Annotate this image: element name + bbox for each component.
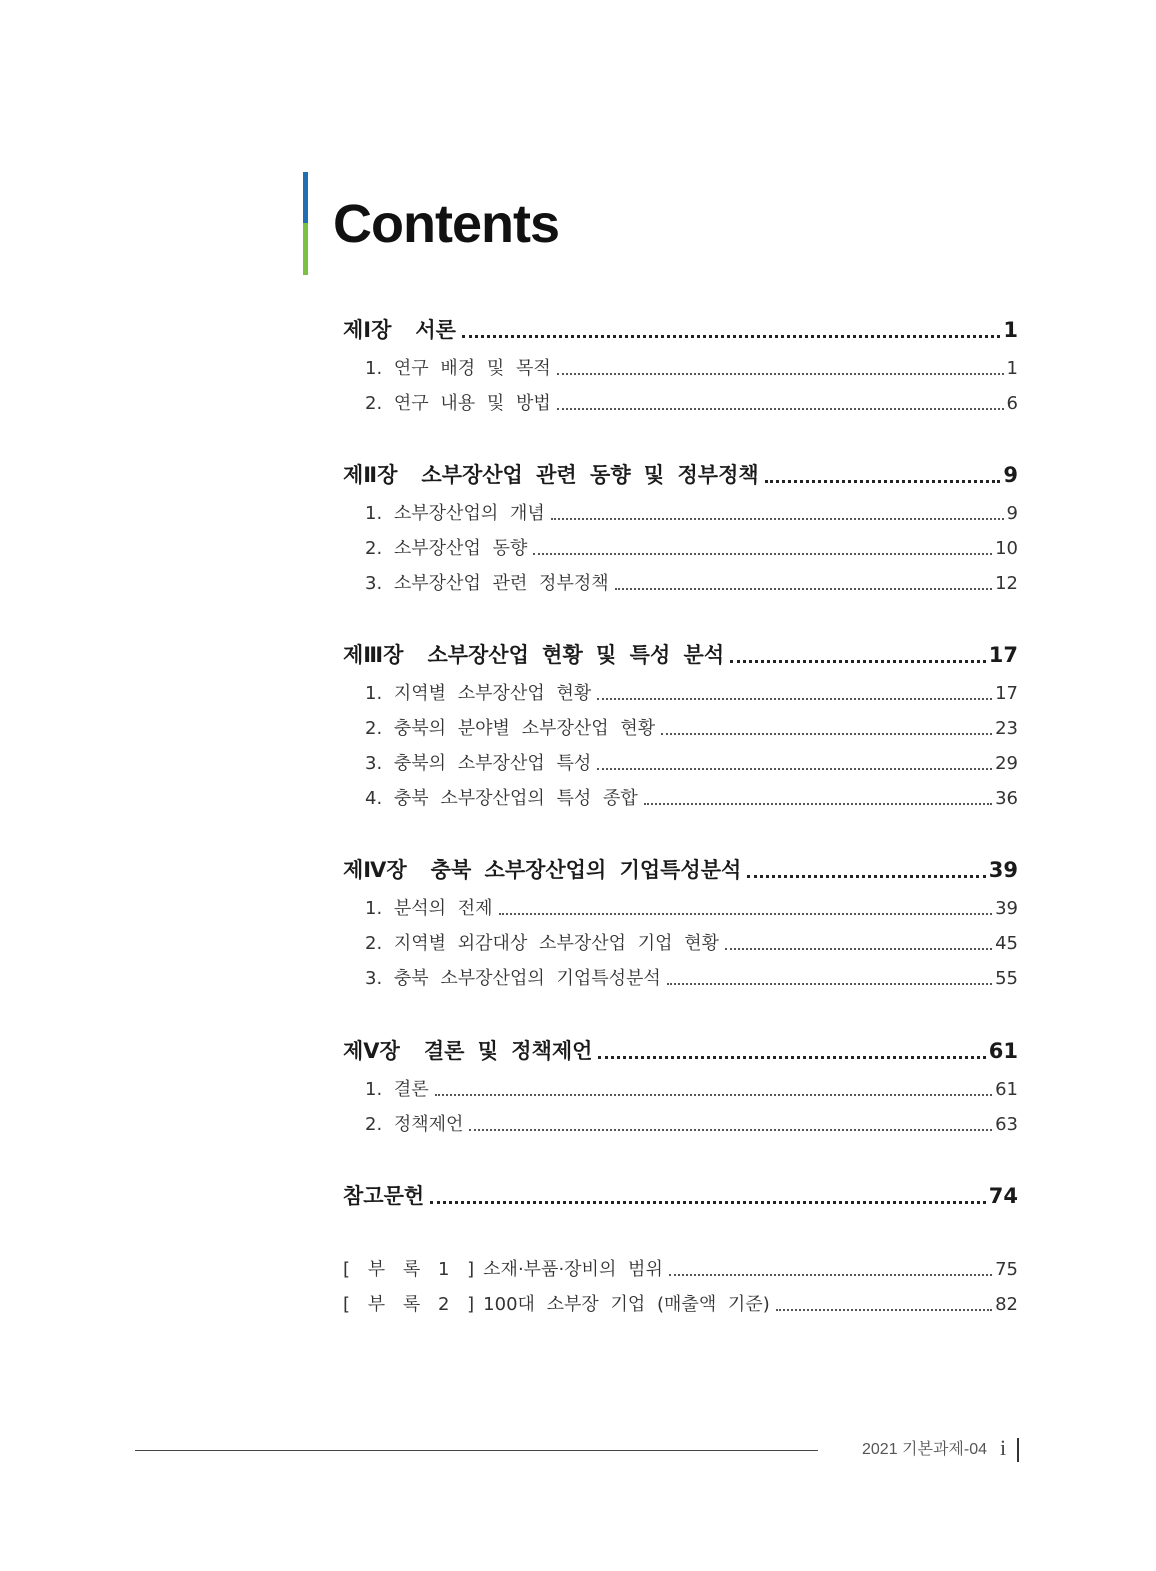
leader-dots: [469, 1129, 992, 1131]
leader-dots: [669, 1274, 992, 1276]
page-number: 10: [995, 538, 1018, 559]
toc-appendix-1[interactable]: [343, 1257, 1018, 1283]
section-title: 3. 충북 소부장산업의 기업특성분석: [365, 968, 661, 989]
page-number: 1: [1003, 318, 1018, 342]
chapter-title: 결론 및 정책제언: [423, 1039, 593, 1063]
toc-section[interactable]: [343, 1077, 1018, 1103]
leader-dots: [557, 408, 1004, 410]
toc-chapter-2[interactable]: [343, 461, 1018, 489]
page-number: 55: [995, 968, 1018, 989]
section-title: 2. 연구 내용 및 방법: [365, 393, 551, 414]
toc-appendix-2[interactable]: [343, 1292, 1018, 1318]
references-title: 참고문헌: [343, 1184, 425, 1208]
page-number: 17: [995, 683, 1018, 704]
leader-dots: [776, 1309, 992, 1311]
toc-chapter-1[interactable]: [343, 316, 1018, 344]
toc-section[interactable]: [343, 501, 1018, 527]
leader-dots: [597, 698, 992, 700]
section-title: 2. 충북의 분야별 소부장산업 현황: [365, 718, 656, 739]
chapter-title: 소부장산업 현황 및 특성 분석: [427, 643, 725, 667]
toc-section[interactable]: [343, 681, 1018, 707]
page-number: 23: [995, 718, 1018, 739]
toc-section[interactable]: [343, 356, 1018, 382]
leader-dots: [730, 660, 986, 663]
leader-dots: [462, 335, 1000, 338]
section-title: 2. 정책제언: [365, 1114, 464, 1135]
leader-dots: [765, 480, 1001, 483]
leader-dots: [747, 875, 985, 878]
footer-report-id: 2021 기본과제-04: [862, 1441, 987, 1458]
section-title: 2. 지역별 외감대상 소부장산업 기업 현황: [365, 933, 719, 954]
toc-section[interactable]: [343, 391, 1018, 417]
leader-dots: [597, 768, 992, 770]
page-number: 39: [988, 858, 1018, 882]
page-number: 29: [995, 753, 1018, 774]
section-title: 1. 분석의 전제: [365, 898, 493, 919]
toc-section[interactable]: [343, 786, 1018, 812]
chapter-title: 소부장산업 관련 동향 및 정부정책: [421, 463, 759, 487]
section-title: 4. 충북 소부장산업의 특성 종합: [365, 788, 638, 809]
title-accent-bar-blue: [303, 172, 308, 223]
leader-dots: [667, 983, 992, 985]
leader-dots: [533, 553, 992, 555]
page-number: 61: [988, 1039, 1018, 1063]
toc-chapter-5[interactable]: [343, 1037, 1018, 1065]
toc-section[interactable]: [343, 536, 1018, 562]
leader-dots: [661, 733, 992, 735]
page-number: 82: [995, 1294, 1018, 1315]
toc-references[interactable]: [343, 1182, 1018, 1210]
page-number: 61: [995, 1079, 1018, 1100]
leader-dots: [435, 1094, 992, 1096]
chapter-title: 서론: [415, 318, 456, 342]
page-number: 12: [995, 573, 1018, 594]
title-accent-bar-green: [303, 223, 308, 275]
page-number: 39: [995, 898, 1018, 919]
page-number: 63: [995, 1114, 1018, 1135]
chapter-title: 충북 소부장산업의 기업특성분석: [430, 858, 742, 882]
section-title: 3. 소부장산업 관련 정부정책: [365, 573, 609, 594]
appendix-tag: [ 부 록 2 ]: [343, 1294, 476, 1315]
leader-dots: [551, 518, 1004, 520]
page-number: 75: [995, 1259, 1018, 1280]
page-number: 74: [988, 1184, 1018, 1208]
page-number: 36: [995, 788, 1018, 809]
toc-chapter-4[interactable]: [343, 856, 1018, 884]
section-title: 3. 충북의 소부장산업 특성: [365, 753, 592, 774]
section-title: 1. 결론: [365, 1079, 429, 1100]
page-number: 6: [1006, 393, 1018, 414]
page-number: 9: [1003, 463, 1018, 487]
chapter-number: 제Ⅱ장: [343, 463, 398, 487]
chapter-number: 제Ⅴ장: [343, 1039, 400, 1063]
toc-section[interactable]: [343, 966, 1018, 992]
toc-section[interactable]: [343, 1112, 1018, 1138]
page-number: 45: [995, 933, 1018, 954]
page-number: 17: [988, 643, 1018, 667]
appendix-tag: [ 부 록 1 ]: [343, 1259, 476, 1280]
page-title: Contents: [333, 194, 559, 254]
chapter-number: 제Ⅳ장: [343, 858, 407, 882]
appendix-title: 100대 소부장 기업 (매출액 기준): [483, 1294, 770, 1315]
section-title: 2. 소부장산업 동향: [365, 538, 528, 559]
toc-section[interactable]: [343, 896, 1018, 922]
chapter-number: 제Ⅰ장: [343, 318, 392, 342]
footer-rule: [135, 1450, 818, 1451]
page-number: 9: [1006, 503, 1018, 524]
footer-page-numeral: i: [1000, 1435, 1007, 1460]
page-number: 1: [1006, 358, 1018, 379]
leader-dots: [430, 1201, 986, 1204]
leader-dots: [644, 803, 992, 805]
section-title: 1. 지역별 소부장산업 현황: [365, 683, 592, 704]
leader-dots: [499, 913, 993, 915]
section-title: 1. 소부장산업의 개념: [365, 503, 545, 524]
appendix-title: 소재·부품·장비의 범위: [483, 1259, 663, 1280]
toc-section[interactable]: [343, 751, 1018, 777]
chapter-number: 제Ⅲ장: [343, 643, 404, 667]
toc-chapter-3[interactable]: [343, 641, 1018, 669]
leader-dots: [615, 588, 992, 590]
toc-section[interactable]: [343, 716, 1018, 742]
section-title: 1. 연구 배경 및 목적: [365, 358, 551, 379]
toc-section[interactable]: [343, 571, 1018, 597]
leader-dots: [557, 373, 1004, 375]
footer-divider: [1017, 1438, 1019, 1462]
title-block: [303, 172, 703, 275]
leader-dots: [725, 948, 992, 950]
leader-dots: [598, 1056, 985, 1059]
toc-section[interactable]: [343, 931, 1018, 957]
